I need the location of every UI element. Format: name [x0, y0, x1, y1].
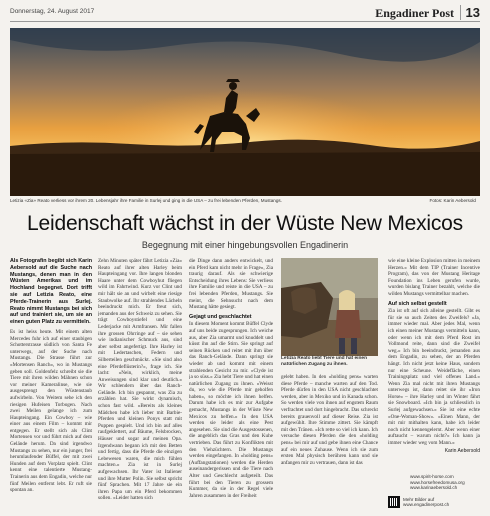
column-5-text: wie eine kleine Explosion mitten in meinem Herzen.» Mit dem TIP (Trainer Incentive Program), das von der Mustang Heritage Foundation ins Leben gerufen wurde, wurden bislang Trainer bezahlt, welche die wilden Mustangs vermittelbar machen. [388, 258, 480, 297]
column-1-text: Es ist heiss heute. Mit einem alten Mercedes fuhr ich auf einer staubigen Schotterstrasse südlich von Santa Fe unterwegs, auf der Suche nach Mustangs. Die Strasse führt zur «Mortensen Ranch», wo in Mustangs geben soll. Goldenfelz schreibt sie die Tiere mit ihren wilden Mähnen schon vor meiner Kameralinse, wie sie ausgesprengt den Wüstenstaub aufwirbeln. Von Weitem sehe ich den riesigen Hufeisen Torbogen. Nach zwei Meilen gelange ich zum Haupteingang. Ein Cowboy – wie einer aus einem Film – kommt mir entgegen. Er stellt sich als Clint Mortensen vor und führt mich auf dem Gelände herum. Da sind irgendwo Mustangs zu sehen, nur ein junger, frei herumlaufender Büffel, der mit zwei Hunden auf dem Vorplatz spielt. Clint kennt eine talentierte Mustang-Trainerin aus dem Engadin, welche nur fünf Meilen entfernt lebt. Er ruft sie spontan an. [10, 328, 92, 494]
author-signature: Karin Aebersold [444, 447, 480, 454]
link-1[interactable]: www.spirit-horse.com [410, 474, 454, 479]
links-box [410, 474, 480, 491]
link-3[interactable]: www.karinaebersold.ch [410, 485, 458, 491]
article-subhead: Begegnung mit einer hingebungsvollen Engadinerin [141, 240, 349, 250]
subheading-gejagt: Gejagt und geschlachtet [189, 313, 252, 320]
newspaper-name: Engadiner Post [375, 6, 454, 20]
column-5 [388, 258, 480, 472]
issue-date: Donnerstag, 24. August 2017 [10, 8, 95, 15]
article-lead: Als Fotografin begibt sich Karin Aebersold auf die Suche nach Mustangs, denen man in den Wüsten Amerikas und im Hochland begegnet. Dort trifft sie auf Letizia Reato, eine Pferde-Trainerin aus Surlej. Reato nimmt Mustangs bei sich auf und trainiert sie, um sie an einen guten Platz zu vermitteln. [10, 258, 92, 326]
page-header [10, 6, 480, 22]
inset-photo [281, 258, 378, 356]
qr-caption-line-2[interactable]: www.engadinerpost.ch [403, 502, 450, 508]
page-number: 13 [460, 5, 480, 20]
column-3-text: die Dinge dann anders entwickelt, und ein Pferd kam nicht mehr in Frage», Zia traurig darauf. Als sie schwierige Entscheidung ihres Lebens: Sie verliess ihre Familie und reiste in die USA – zu frei lebenden Pferden, Mustangs. Sie meint, die Sehnsucht nach dem Mustang hätte gesiegt. [189, 258, 273, 311]
photo-credit: Fotos: Karin Aebersold [429, 198, 476, 203]
inset-caption: Letizia Reato liebt Tiere und hat einen natürlichen Zugang zu ihnen. [281, 356, 368, 367]
column-5b-text: Zia ist oft auf sich alleine gestellt. Gibt es für sie so auch Zeiten des Zweifels? «Ja, immer wieder mal. Aber jedes Mal, wenn ich einen meiner Mustangs vermitteln kann, oder wenn ich mit dem Pferd Rost im Vollmond reite, dann sind die Zweifel weg.» Ich bin beeindruckt, jemanden aus dem Engadin, zu sehen, der an Pferden hängt. Ich nicht jetzt keine Haus, sondern nur eine Scheune. Weidefläche, einen Trainingsplatz und viel offenes Land.» Wenn Zia mal nicht mit ihren Mustangs unterwegs ist, dann reitet sie ihr «Iron Horse» – ihre Harley und im Winter fährt sie Snowboard. «Ich bin ja schliesslich in Surlej aufgewachsen.» Sie ist eine echte «One-Woman-Show». «Einen Mann, der mit mir mithalten kann, habe ich leider noch nicht kennengelernt. Aber wenn einer auftaucht – warum nicht?» Ich kann ja immer wieder weg vom Mann.» [388, 308, 480, 447]
link-2[interactable]: www.horsefreedomusa.org [410, 479, 465, 485]
subheading-auf-sich: Auf sich selbst gestellt [388, 300, 447, 307]
qr-caption-line-1: Mehr Bilder auf [403, 497, 435, 502]
column-2-text: Zehn Minuten später fährt Letizia «Zia» Reato auf ihrer alten Harley beim Haupteingang vor. Ihre langen blonden Haare unter dem Cowboyhut fliegen wild im Fahrtwind. Kurz vor Clint und mir hält sie an und wirbelt eine riesige Staubwolke auf. Ihr strahlendes Lächeln beeindruckt mich. Er freut sich, jemanden aus der Schweiz zu sehen. Sie trägt Cowboystiefel und eine Lederjacke mit Armfransen. Mir fallen ihre grossen Ohrringe auf – sie sehen wie indianischer Schmuck aus, sind aber selbst angefertigt. Ihre Harley ist mit Ledertaschen, Federn und Silberteilen geschmückt. «Sie sind also eine Pferdeflüsterin?», frage ich. Sie lacht: «Nein, wirklich, meine Anweisungen sind klar und deutlich.» Wir schlendern über das Ranch-Gelände. Ich bin gespannt, was Zia zu erzählen hat. Sie wirkt dynamisch, schon fast wild. «Bereits als kleines Mädchen habe ich lieber mit Barbie-Pferden und kleinen Ponys statt mit Puppen gespielt. Und ich bin auf alles raufgeklettert, auf Bäume, Felsbrocken, Häuser und sogar auf meinen Opa. Irgendwann begann ich mit den Betten und fertig, dass die Pferde die einzigen Lebewesen waren, die mich fühlen machten.» Zia ist in Surlej aufgewachsen. Ihr Vater ist Italiener und ihre Mutter Polin. Sie selbst spricht fünf Sprachen. Mit 17 Jahre sie ein ihren Papa um ein Pferd bekommen sollen. «Leider hatten sich [98, 258, 182, 502]
column-4-text: gelebt haben. In den «holding pens» warten diese Pferde – manche warten auf den Tod. Pferde dürfen in den USA nicht geschlachtet werden, aber in Mexiko und in Kanada schon. So werden viele von ihnen auf engstem Raum verfrachtet und dort hingebracht. Das schreckt bereits grauenvoll auf dieser Reise. Zia ist aufgewühlt. Ihre Stimme zittert. Sie kämpft mit den Tränen. «Ich rette so viel ich kann. Ich versuche diesen Pferden die den «holding pens» bei mir auf und gebe ihnen eine Chance auf ein neues Zuhause. Wenn ich sie zum ersten Mal physisch berühren kann und sie anfangen mir zu vertrauen, dann ist das [281, 374, 378, 466]
main-photo [10, 28, 480, 196]
article-headline: Leidenschaft wächst in der Wüste New Mexicos [27, 212, 463, 235]
column-3 [189, 258, 273, 510]
column-4 [281, 374, 378, 514]
sunset-rider-image [10, 28, 480, 196]
caption-text: Letizia «Zia» Reato verliess vor ihrem 20. Lebensjahr ihre Familie in Surlej und ging in die USA – zu frei lebenden Pferden, Mustangs. [10, 198, 282, 203]
photo-caption [10, 197, 480, 206]
column-3b-text: In diesem Moment kommt Büffel Clyde auf uns beide zugesprungen. Ich weiche aus, aber Zia umarmt und knuddelt und küsst ihn auf die Stirn. Sie springt auf seinen Rücken und reitet mit ihm über das Ranch-Gelände. Dann springt sie wieder ab und kommt mit einem strahlenden Gesicht zu mir. «Clyde ist ja so süss.» Zia hebt Tiere und hat einen natürlichen Zugang zu ihnen. «Weisst du, wo wie die Pferde mir geholfen haben», so möchte ich ihnen helfen. Darum habe ich es mir zur Aufgabe gemacht, Mustangs in der Wüste New Mexicos zu helfen.» In den USA werden sie leider als eine Pest angesehen. Sie sind die Ausgestossenen, die angeblich das Gras und den Kuhe vertrieben. Das führt zu Konflikten mit den Viehzüchtern. Die Mustangs werden eingefangen. In «holding pens» (Auffangstationen) werden die Herden auseinandergerissen und die Tiere nach Alter und Geschlecht aufgeteilt. Das führt bei den Tieren zu grossem Kummer, da sie in der Regel viele Jahren zusammen in der Freiheit [189, 321, 273, 499]
column-1 [10, 258, 92, 510]
column-2 [98, 258, 182, 510]
qr-caption [403, 497, 449, 508]
qr-code-icon[interactable] [388, 496, 400, 508]
woman-with-horse-image [281, 258, 378, 356]
